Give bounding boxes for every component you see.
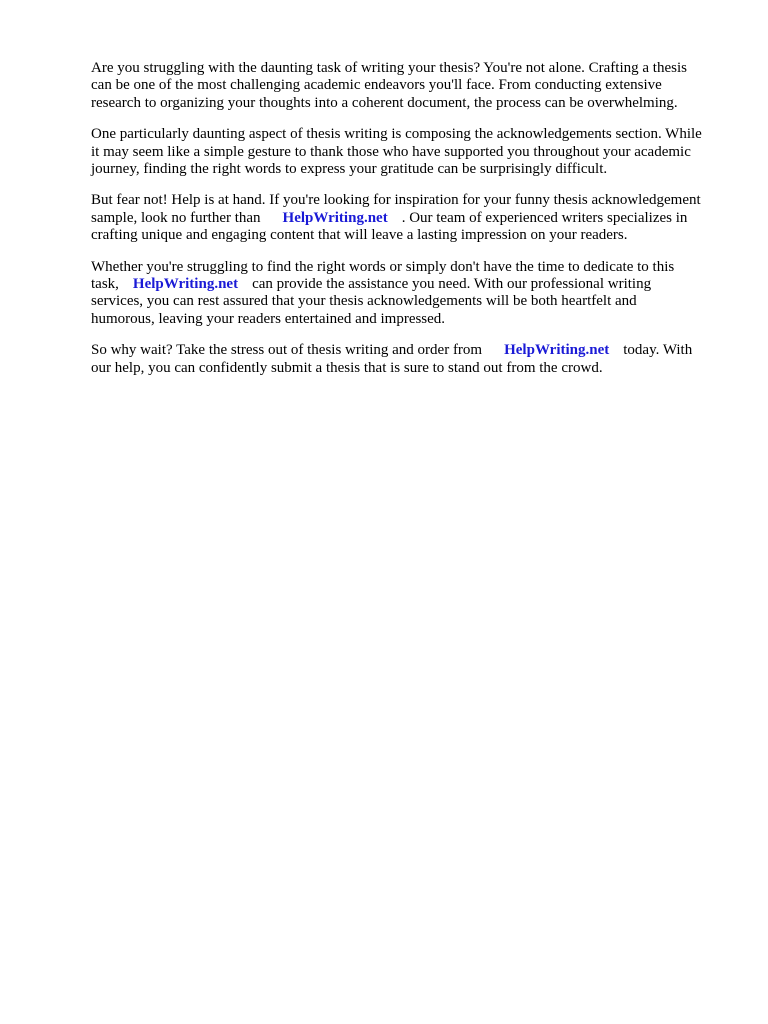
paragraph-help — [91, 192, 703, 244]
paragraph-text-after-link: today. With our help, you can confidently submit a thesis that is sure to stand out from the crowd. — [91, 342, 693, 376]
helpwriting-link[interactable]: HelpWriting.net — [504, 342, 610, 359]
paragraph-text: One particularly daunting aspect of thesis writing is composing the acknowledgements section. While it may seem like a simple gesture to thank those who have supported you throughout your academic journey, finding the right words to express your gratitude can be surprisingly difficult. — [91, 126, 702, 178]
paragraph-acknowledgements — [91, 126, 703, 178]
paragraph-text-before-link: So why wait? Take the stress out of thesis writing and order from — [91, 342, 483, 359]
paragraph-text-before-link: But fear not! Help is at hand. If you're looking for inspiration for your funny thesis acknowledgement sample, look no further than — [91, 192, 701, 226]
helpwriting-link[interactable]: HelpWriting.net — [282, 209, 388, 226]
paragraph-closing — [91, 342, 703, 377]
paragraph-text-before-link: Whether you're struggling to find the right words or simply don't have the time to dedicate to this task, — [91, 258, 675, 293]
paragraph-text: Are you struggling with the daunting task of writing your thesis? You're not alone. Crafting a thesis can be one of the most challenging academic endeavors you'll face. From conducting extensive research to organizing your thoughts into a coherent document, the process can be overwhelming. — [91, 60, 687, 111]
paragraph-intro — [91, 60, 703, 112]
document-body — [91, 60, 703, 391]
helpwriting-link[interactable]: HelpWriting.net — [132, 276, 239, 293]
paragraph-text-after-link: can provide the assistance you need. With our professional writing services, you can rest assured that your thesis acknowledgements will be both heartfelt and humorous, leaving your readers entertained and impressed. — [91, 276, 652, 327]
paragraph-assistance — [91, 259, 703, 329]
paragraph-text-after-link: . Our team of experienced writers specializes in crafting unique and engaging content that will leave a lasting impression on your readers. — [91, 209, 688, 244]
